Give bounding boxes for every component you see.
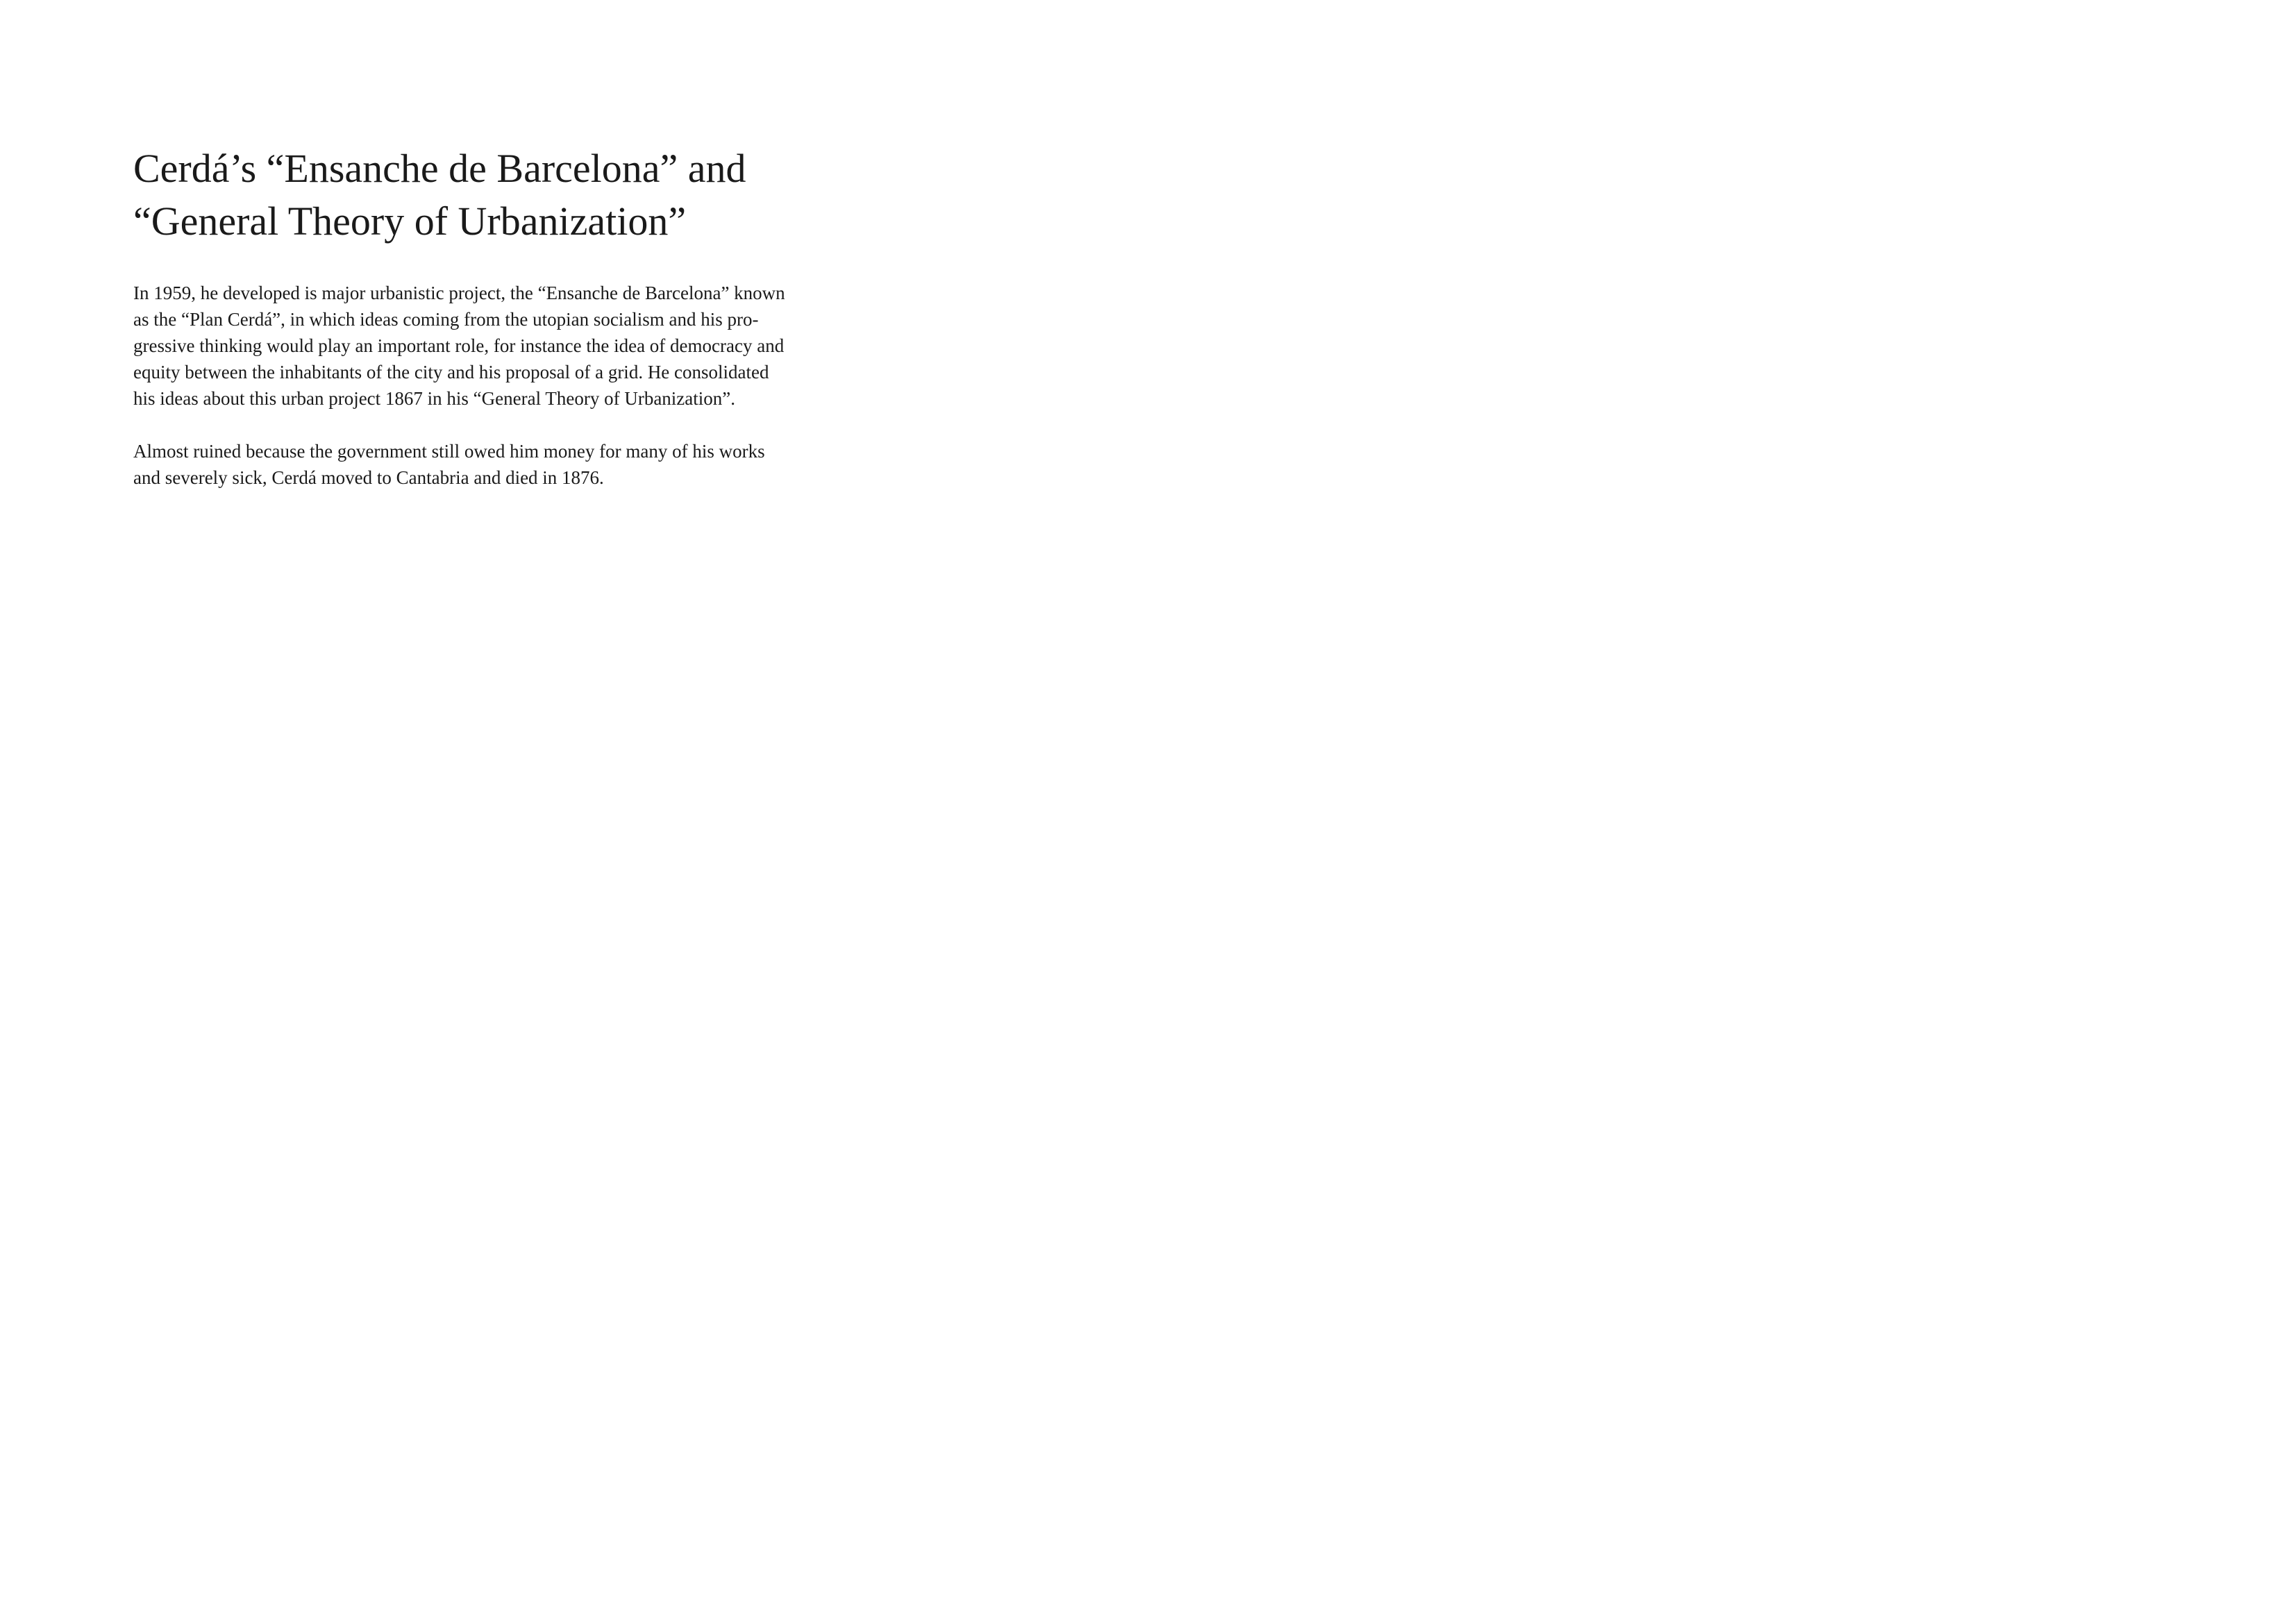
paragraph-line: and severely sick, Cerdá moved to Cantabria and died in 1876.	[133, 467, 604, 488]
paragraph-ensanche	[133, 280, 904, 412]
paragraph-line: Almost ruined because the government still owed him money for many of his works	[133, 441, 765, 462]
title-line: “General Theory of Urbanization”	[133, 199, 687, 244]
paragraph-line: gressive thinking would play an important role, for instance the idea of democracy and	[133, 335, 785, 356]
paragraph-line: his ideas about this urban project 1867 in his “General Theory of Urbanization”.	[133, 388, 736, 409]
content-block	[133, 142, 904, 491]
page-title	[133, 142, 904, 248]
paragraph-line: In 1959, he developed is major urbanistic project, the “Ensanche de Barcelona” known	[133, 283, 785, 303]
document-page	[0, 0, 1080, 764]
paragraph-death	[133, 438, 904, 491]
body-text	[133, 280, 904, 491]
paragraph-line: equity between the inhabitants of the city and his proposal of a grid. He consolidated	[133, 362, 769, 382]
paragraph-line: as the “Plan Cerdá”, in which ideas coming from the utopian socialism and his pro-	[133, 309, 759, 330]
title-line: Cerdá’s “Ensanche de Barcelona” and	[133, 146, 746, 191]
